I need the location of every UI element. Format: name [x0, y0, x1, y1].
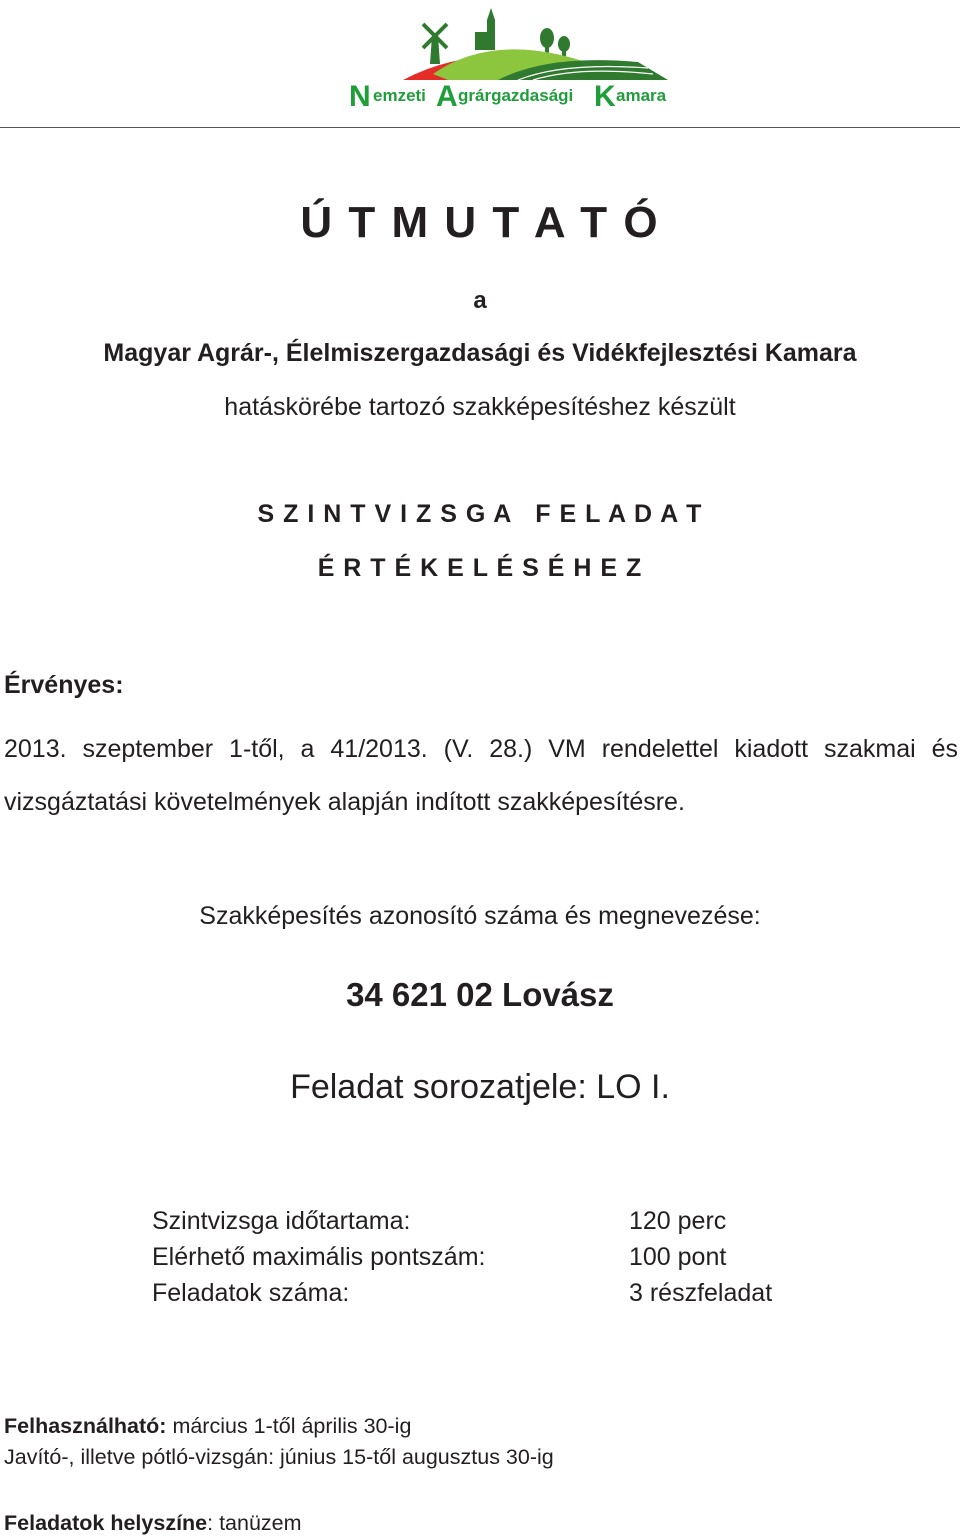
qualification-label: Szakképesítés azonosító száma és megnevezése: — [199, 902, 761, 930]
windmill-icon — [423, 24, 447, 64]
fact-row-task-count — [152, 1275, 912, 1311]
series-label: Feladat sorozatjele: LO I. — [290, 1068, 670, 1106]
fact-label: Feladatok száma: — [152, 1279, 350, 1307]
location-label: Feladatok helyszíne — [4, 1511, 208, 1535]
document-title: Ú T M U T A T Ó — [300, 198, 660, 247]
fact-value: 100 pont — [629, 1243, 727, 1271]
organization-name: Magyar Agrár-, Élelmiszergazdasági és Vidékfejlesztési Kamara — [103, 339, 857, 367]
exam-facts — [152, 1203, 912, 1311]
scope-text: hatáskörébe tartozó szakképesítéshez készült — [224, 393, 736, 421]
usable-period — [4, 1414, 411, 1439]
logo-word-2: grárgazdasági — [458, 86, 574, 105]
logo-letter-a: A — [436, 80, 458, 108]
fact-row-duration — [152, 1203, 912, 1239]
fact-value: 3 részfeladat — [629, 1279, 773, 1307]
qualification-name: 34 621 02 Lovász — [346, 976, 614, 1013]
header-divider — [0, 127, 960, 128]
kamara-logo — [348, 2, 670, 108]
usable-value: március 1-től április 30-ig — [166, 1414, 412, 1438]
fact-label: Szintvizsga időtartama: — [152, 1207, 411, 1235]
task-location — [4, 1511, 302, 1536]
location-value: : tanüzem — [207, 1511, 302, 1535]
logo-word-1: emzeti — [373, 86, 426, 105]
usable-label: Felhasználható: — [4, 1414, 167, 1438]
exam-heading-line-2: É R T É K E L É S É H E Z — [317, 554, 643, 582]
logo-word-3: amara — [616, 86, 667, 105]
fact-label: Elérhető maximális pontszám: — [152, 1243, 486, 1271]
logo-graphic — [348, 2, 670, 108]
logo-letter-k: K — [594, 80, 616, 108]
article-a: a — [473, 287, 487, 314]
exam-heading-line-1: S Z I N T V I Z S G A F E L A D A T — [257, 500, 703, 528]
validity-label: Érvényes: — [4, 671, 124, 699]
church-icon — [475, 8, 495, 50]
validity-text: 2013. szeptember 1-től, a 41/2013. (V. 28.) VM rendelettel kiadott szakmai és vizsgáztatási követelmények alapján indított szakképesítésre. — [4, 735, 958, 816]
logo-letter-n: N — [349, 80, 371, 108]
fact-value: 120 perc — [629, 1207, 727, 1235]
retake-period: Javító-, illetve pótló-vizsgán: június 15-től augusztus 30-ig — [4, 1445, 554, 1469]
fact-row-max-points — [152, 1239, 912, 1275]
